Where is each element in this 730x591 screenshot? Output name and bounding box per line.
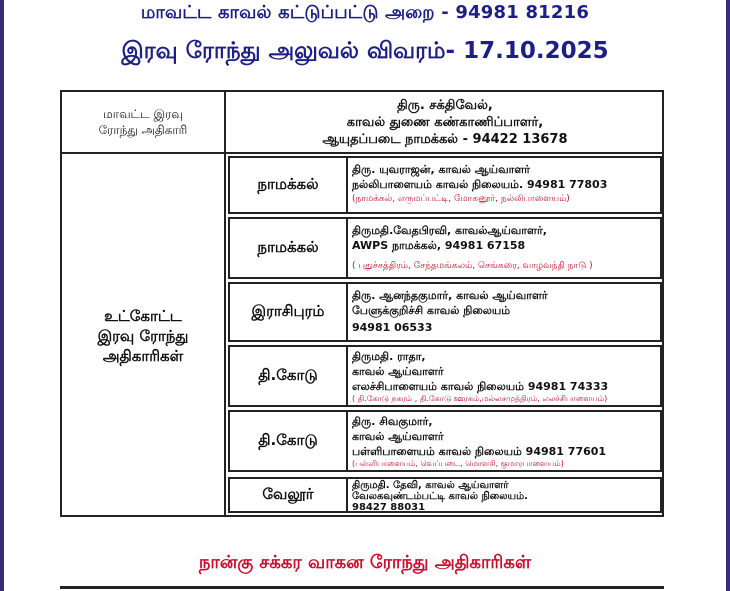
district-officer-details: [226, 92, 664, 152]
coverage-areas: (பள்ளிபாளையம், வெப்படை, மொளசி, குமாரபாளையம்): [352, 459, 564, 468]
officer-cell: [346, 477, 662, 513]
footer-divider: [60, 586, 664, 589]
district-officer-name: திரு. சக்திவேல்,: [397, 98, 493, 113]
officer-cell: [346, 282, 662, 342]
officer-cell: [346, 217, 662, 279]
four-wheeler-patrol-heading: நான்கு சக்கர வாகன ரோந்து அதிகாரிகள்: [198, 552, 532, 573]
coverage-areas: ( புதுச்சத்திரம், சேந்தமங்கலம், செங்கரை, வாழவந்தி நாடு ): [352, 261, 593, 271]
district-officer-label-line1: மாவட்ட இரவு: [103, 107, 183, 121]
district-officer-designation: காவல் துணை கண்காணிப்பாளர்,: [346, 115, 544, 130]
coverage-areas: ( தி.கோடு நகரம் , தி.கோடு ஊரகம்,மல்லசமுத்திரம், எலச்சிபாளையம்): [352, 394, 608, 403]
place-cell: [228, 410, 348, 472]
district-officer-label-line2: ரோந்து அதிகாரி: [98, 123, 188, 137]
officer-name: திருமதி. தேவி, காவல் ஆய்வாளர்: [352, 480, 509, 491]
place-name: நாமக்கல்: [257, 175, 319, 193]
place-cell: [228, 217, 348, 279]
officer-name: திரு. ஆனந்தகுமார், காவல் ஆய்வாளர்: [352, 289, 548, 302]
officer-station: பள்ளிபாளையம் காவல் நிலையம் 94981 77601: [352, 445, 607, 458]
place-name: நாமக்கல்: [257, 238, 319, 256]
district-officer-unit: ஆயுதப்படை நாமக்கல் - 94422 13678: [322, 132, 568, 147]
officer-station: வேலகவுண்டம்பட்டி காவல் நிலையம்.: [352, 491, 528, 502]
patrol-table: [60, 90, 664, 517]
officer-station: பேளுக்குறிச்சி காவல் நிலையம்: [352, 304, 511, 317]
officer-cell: [346, 156, 662, 214]
officer-name: திரு. சிவகுமார்,: [352, 415, 433, 428]
place-cell: [228, 477, 348, 513]
column-divider: [224, 92, 226, 515]
officer-name: திருமதி. ராதா,: [352, 350, 426, 363]
officer-designation: காவல் ஆய்வாளர்: [352, 430, 444, 443]
officer-station: AWPS நாமக்கல், 94981 67158: [352, 239, 526, 252]
district-officer-label: [62, 92, 224, 152]
place-cell: [228, 156, 348, 214]
place-name: வேலூர்: [262, 485, 314, 503]
place-name: தி.கோடு: [258, 431, 318, 449]
place-cell: [228, 345, 348, 407]
subdivision-label-line1: உட்கோட்ட: [104, 306, 182, 325]
officer-designation: காவல் ஆய்வாளர்: [352, 365, 444, 378]
officer-cell: [346, 410, 662, 472]
subdivision-label-line3: அதிகாரிகள்: [102, 346, 184, 365]
officer-name: திரு. யுவராஜன், காவல் ஆய்வாளர்: [352, 163, 531, 176]
place-cell: [228, 282, 348, 342]
place-name: இராசிபுரம்: [251, 302, 325, 320]
subdivision-label-line2: இரவு ரோந்து: [97, 326, 189, 345]
page-border-right: [726, 0, 730, 591]
officer-phone: 98427 88031: [352, 502, 426, 513]
officer-phone: 94981 06533: [352, 321, 433, 334]
page-title: இரவு ரோந்து அலுவல் விவரம்- 17.10.2025: [121, 38, 609, 64]
place-name: தி.கோடு: [258, 366, 318, 384]
coverage-areas: (நாமக்கல், எருமப்பட்டி, மோகனூர், நல்லிபாளையம்): [352, 194, 570, 204]
officer-name: திருமதி.வேதபிரவி, காவல்ஆய்வாளர்,: [352, 224, 547, 237]
page-border-left: [0, 0, 4, 591]
officer-station: எலச்சிபாளையம் காவல் நிலையம் 94981 74333: [352, 380, 609, 393]
subdivision-officers-label: [62, 154, 224, 517]
officer-cell: [346, 345, 662, 407]
control-room-heading: மாவட்ட காவல் கட்டுப்பட்டு அறை - 94981 81216: [140, 2, 590, 23]
officer-station: நல்லிபாளையம் காவல் நிலையம். 94981 77803: [352, 178, 608, 191]
